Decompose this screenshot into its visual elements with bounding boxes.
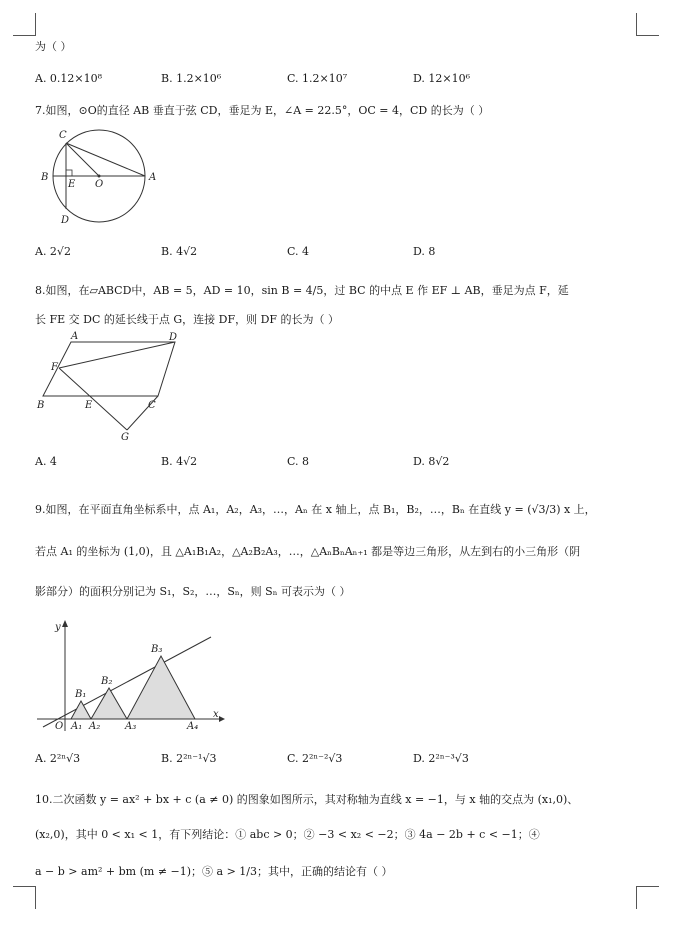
q10-stem-line2: (x₂,0)，其中 0 < x₁ < 1，有下列结论：① abc > 0；② −3 < x₂ < −2；③ 4a − 2b + c < −1；④: [35, 828, 540, 841]
label-f: F: [51, 362, 58, 373]
q8-parallelogram-figure: [35, 330, 200, 442]
q6-tail: 为（ ）: [35, 40, 72, 53]
q9-option-d: D. 2²ⁿ⁻³√3: [413, 752, 469, 765]
crop-mark-top-right: [636, 13, 659, 36]
q9-stem-line2: 若点 A₁ 的坐标为 (1,0)，且 △A₁B₁A₂，△A₂B₂A₃，…，△AₙBₙAₙ₊₁ 都是等边三角形，从左到右的小三角形（阴: [35, 545, 581, 558]
label-e: E: [85, 400, 93, 411]
q7-option-a: A. 2√2: [35, 245, 71, 258]
q8-option-c: C. 8: [287, 455, 310, 468]
q6-option-c: C. 1.2×10⁷: [287, 72, 348, 85]
crop-mark-bottom-left: [13, 886, 36, 909]
q7-stem: 7.如图，⊙O的直径 AB 垂直于弦 CD，垂足为 E，∠A = 22.5°，OC = 4，CD 的长为（ ）: [35, 104, 490, 117]
q6-option-a: A. 0.12×10⁸: [35, 72, 103, 85]
y-axis-arrow: [62, 620, 68, 627]
label-a3: A₃: [125, 721, 137, 732]
q8-option-a: A. 4: [35, 455, 57, 468]
q9-option-b: B. 2²ⁿ⁻¹√3: [161, 752, 217, 765]
label-b: B: [37, 400, 45, 411]
q9-option-c: C. 2²ⁿ⁻²√3: [287, 752, 343, 765]
label-x: x: [213, 709, 219, 720]
q10-stem-line3: a − b > am² + bm (m ≠ −1)；⑤ a > 1/3；其中，正确的结论有（ ）: [35, 865, 393, 878]
q8-option-b: B. 4√2: [161, 455, 198, 468]
segment-fg: [59, 368, 127, 430]
label-d: D: [61, 215, 70, 226]
label-a: A: [71, 331, 79, 342]
label-b1: B₁: [75, 689, 87, 700]
parallelogram-abcd: [43, 342, 175, 396]
q7-option-d: D. 8: [413, 245, 436, 258]
x-axis-arrow: [219, 716, 225, 722]
center-point: [98, 175, 101, 178]
crop-mark-top-left: [13, 13, 36, 36]
q6-option-b: B. 1.2×10⁶: [161, 72, 222, 85]
q7-option-c: C. 4: [287, 245, 310, 258]
q9-stem-line1: 9.如图，在平面直角坐标系中，点 A₁，A₂，A₃，…，Aₙ 在 x 轴上，点 B₁，B₂，…，Bₙ 在直线 y = (√3/3) x 上，: [35, 503, 596, 516]
label-a1: A₁: [71, 721, 83, 732]
label-c: C: [148, 400, 156, 411]
label-c: C: [59, 130, 67, 141]
label-a: A: [149, 172, 157, 183]
right-angle-mark: [66, 170, 72, 176]
label-b: B: [41, 172, 49, 183]
segment-fd: [59, 342, 175, 368]
q9-stem-line3: 影部分）的面积分别记为 S₁，S₂，…，Sₙ，则 Sₙ 可表示为（ ）: [35, 585, 351, 598]
label-a2: A₂: [89, 721, 101, 732]
q10-stem-line1: 10.二次函数 y = ax² + bx + c (a ≠ 0) 的图象如图所示，其对称轴为直线 x = −1，与 x 轴的交点为 (x₁,0)、: [35, 793, 579, 806]
label-y: y: [55, 622, 61, 633]
label-a4: A₄: [187, 721, 199, 732]
label-e: E: [68, 179, 76, 190]
q8-stem-line2: 长 FE 交 DC 的延长线于点 G，连接 DF，则 DF 的长为（ ）: [35, 313, 340, 326]
q8-stem-line1: 8.如图，在▱ABCD中，AB = 5，AD = 10，sin B = 4/5，过 BC 的中点 E 作 EF ⊥ AB，垂足为点 F，延: [35, 284, 569, 297]
triangle-a3b3a4: [127, 656, 195, 719]
segment-co: [66, 143, 99, 176]
q7-option-b: B. 4√2: [161, 245, 198, 258]
q9-option-a: A. 2²ⁿ√3: [35, 752, 81, 765]
label-o: O: [95, 179, 104, 190]
segment-ca: [66, 143, 145, 176]
label-d: D: [169, 332, 178, 343]
triangle-a2b2a3: [91, 688, 127, 719]
label-o: O: [55, 721, 64, 732]
q8-option-d: D. 8√2: [413, 455, 450, 468]
label-b3: B₃: [151, 644, 163, 655]
q7-circle-figure: [35, 124, 165, 228]
label-g: G: [121, 432, 129, 442]
crop-mark-bottom-right: [636, 886, 659, 909]
q6-option-d: D. 12×10⁶: [413, 72, 471, 85]
label-b2: B₂: [101, 676, 113, 687]
q9-coordinate-figure: [35, 615, 225, 733]
